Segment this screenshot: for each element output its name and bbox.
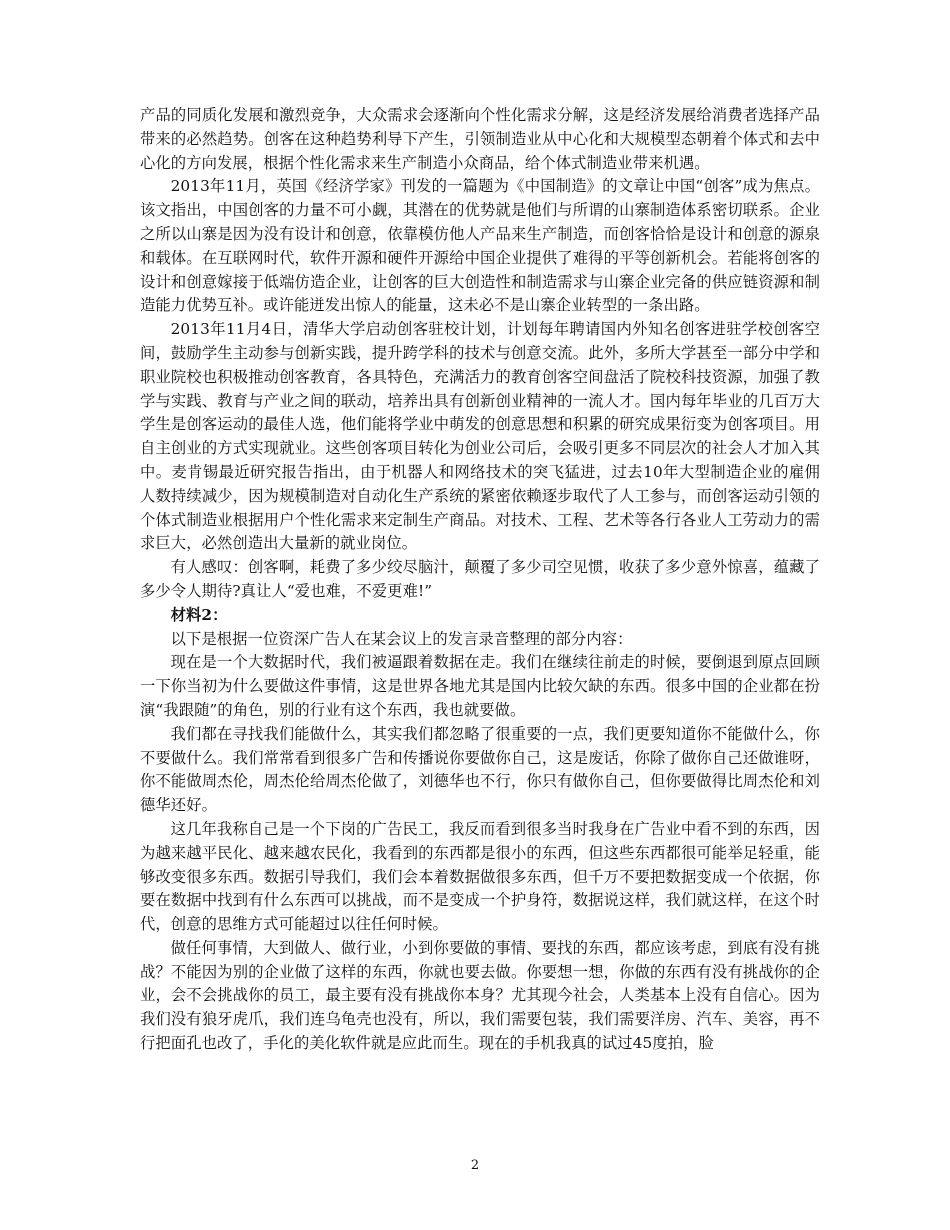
page-number: 2 [470, 1158, 480, 1173]
document-body [140, 104, 820, 1056]
section-heading-material-2: 材料2： [170, 605, 228, 624]
paragraph-4: 有人感叹：创客啊，耗费了多少绞尽脑汁，颠覆了多少司空见惯，收获了多少意外惊喜，蕴藏了多少令人期待?真让人“爱也难，不爱更难!” [140, 558, 820, 600]
paragraph-8: 我们都在寻找我们能做什么，其实我们都忽略了很重要的一点，我们更要知道你不能做什么，你不要做什么。我们常常看到很多广告和传播说你要做你自己，这是废话，你除了做你自己还做谁呀，你不能做周杰伦，周杰伦给周杰伦做了，刘德华也不行，你只有做你自己，但你要做得比周杰伦和刘德华还好。 [140, 724, 820, 815]
paragraph-10: 做任何事情，大到做人、做行业，小到你要做的事情、要找的东西，都应该考虑，到底有没有挑战？不能因为别的企业做了这样的东西，你就也要去做。你要想一想，你做的东西有没有挑战你的企业，会不会挑战你的员工，最主要有没有挑战你本身？尤其现今社会，人类基本上没有自信心。因为我们没有狼牙虎爪，我们连乌龟壳也没有，所以，我们需要包装，我们需要洋房、汽车、美容，再不行把面孔也改了，手化的美化软件就是应此而生。现在的手机我真的试过45度拍，脸 [140, 938, 820, 1053]
paragraph-2: 2013年11月，英国《经济学家》刊发的一篇题为《中国制造》的文章让中国“创客”成为焦点。该文指出，中国创客的力量不可小觑，其潜在的优势就是他们与所谓的山寨制造体系密切联系。企业之所以山寨是因为没有设计和创意，依靠模仿他人产品来生产制造，而创客恰恰是设计和创意的源泉和载体。在互联网时代，软件开源和硬件开源给中国企业提供了难得的平等创新机会。若能将创客的设计和创意嫁接于低端仿造企业，让创客的巨大创造性和制造需求与山寨企业完备的供应链资源和制造能力优势互补。或许能迸发出惊人的能量，这未必不是山寨企业转型的一条出路。 [140, 177, 820, 315]
paragraph-6: 以下是根据一位资深广告人在某会议上的发言录音整理的部分内容： [170, 629, 633, 648]
paragraph-7: 现在是一个大数据时代，我们被逼跟着数据在走。我们在继续往前走的时候，要倒退到原点回顾一下你当初为什么要做这件事情，这是世界各地尤其是国内比较欠缺的东西。很多中国的企业都在扮演“我跟随”的角色，别的行业有这个东西，我也就要做。 [140, 653, 820, 719]
paragraph-3: 2013年11月4日，清华大学启动创客驻校计划，计划每年聘请国内外知名创客进驻学校创客空间，鼓励学生主动参与创新实践，提升跨学科的技术与创意交流。此外，多所大学甚至一部分中学和职业院校也积极推动创客教育，各具特色，充满活力的教育创客空间盘活了院校科技资源，加强了教学与实践、教育与产业之间的联动，培养出具有创新创业精神的一流人才。国内每年毕业的几百万大学生是创客运动的最佳人选，他们能将学业中萌发的创意思想和积累的研究成果衍变为创客项目。用自主创业的方式实现就业。这些创客项目转化为创业公司后，会吸引更多不同层次的社会人才加入其中。麦肯锡最近研究报告指出，由于机器人和网络技术的突飞猛进，过去10年大型制造企业的雇佣人数持续减少，因为规模制造对自动化生产系统的紧密依赖逐步取代了人工参与，而创客运动引领的个体式制造业根据用户个性化需求来定制生产商品。对技术、工程、艺术等各行各业人工劳动力的需求巨大，必然创造出大量新的就业岗位。 [140, 320, 820, 553]
paragraph-1: 产品的同质化发展和激烈竞争，大众需求会逐渐向个性化需求分解，这是经济发展给消费者选择产品带来的必然趋势。创客在这种趋势利导下产生，引领制造业从中心化和大规模型态朝着个体式和去中心化的方向发展，根据个性化需求来生产制造小众商品，给个体式制造业带来机遇。 [140, 106, 820, 172]
paragraph-9: 这几年我称自己是一个下岗的广告民工，我反而看到很多当时我身在广告业中看不到的东西，因为越来越平民化、越来越农民化，我看到的东西都是很小的东西，但这些东西都很可能举足轻重，能够改变很多东西。数据引导我们，我们会本着数据做很多东西，但千万不要把数据变成一个依据，你要在数据中找到有什么东西可以挑战，而不是变成一个护身符，数据说这样，我们就这样，在这个时代，创意的思维方式可能超过以往任何时候。 [140, 819, 820, 934]
